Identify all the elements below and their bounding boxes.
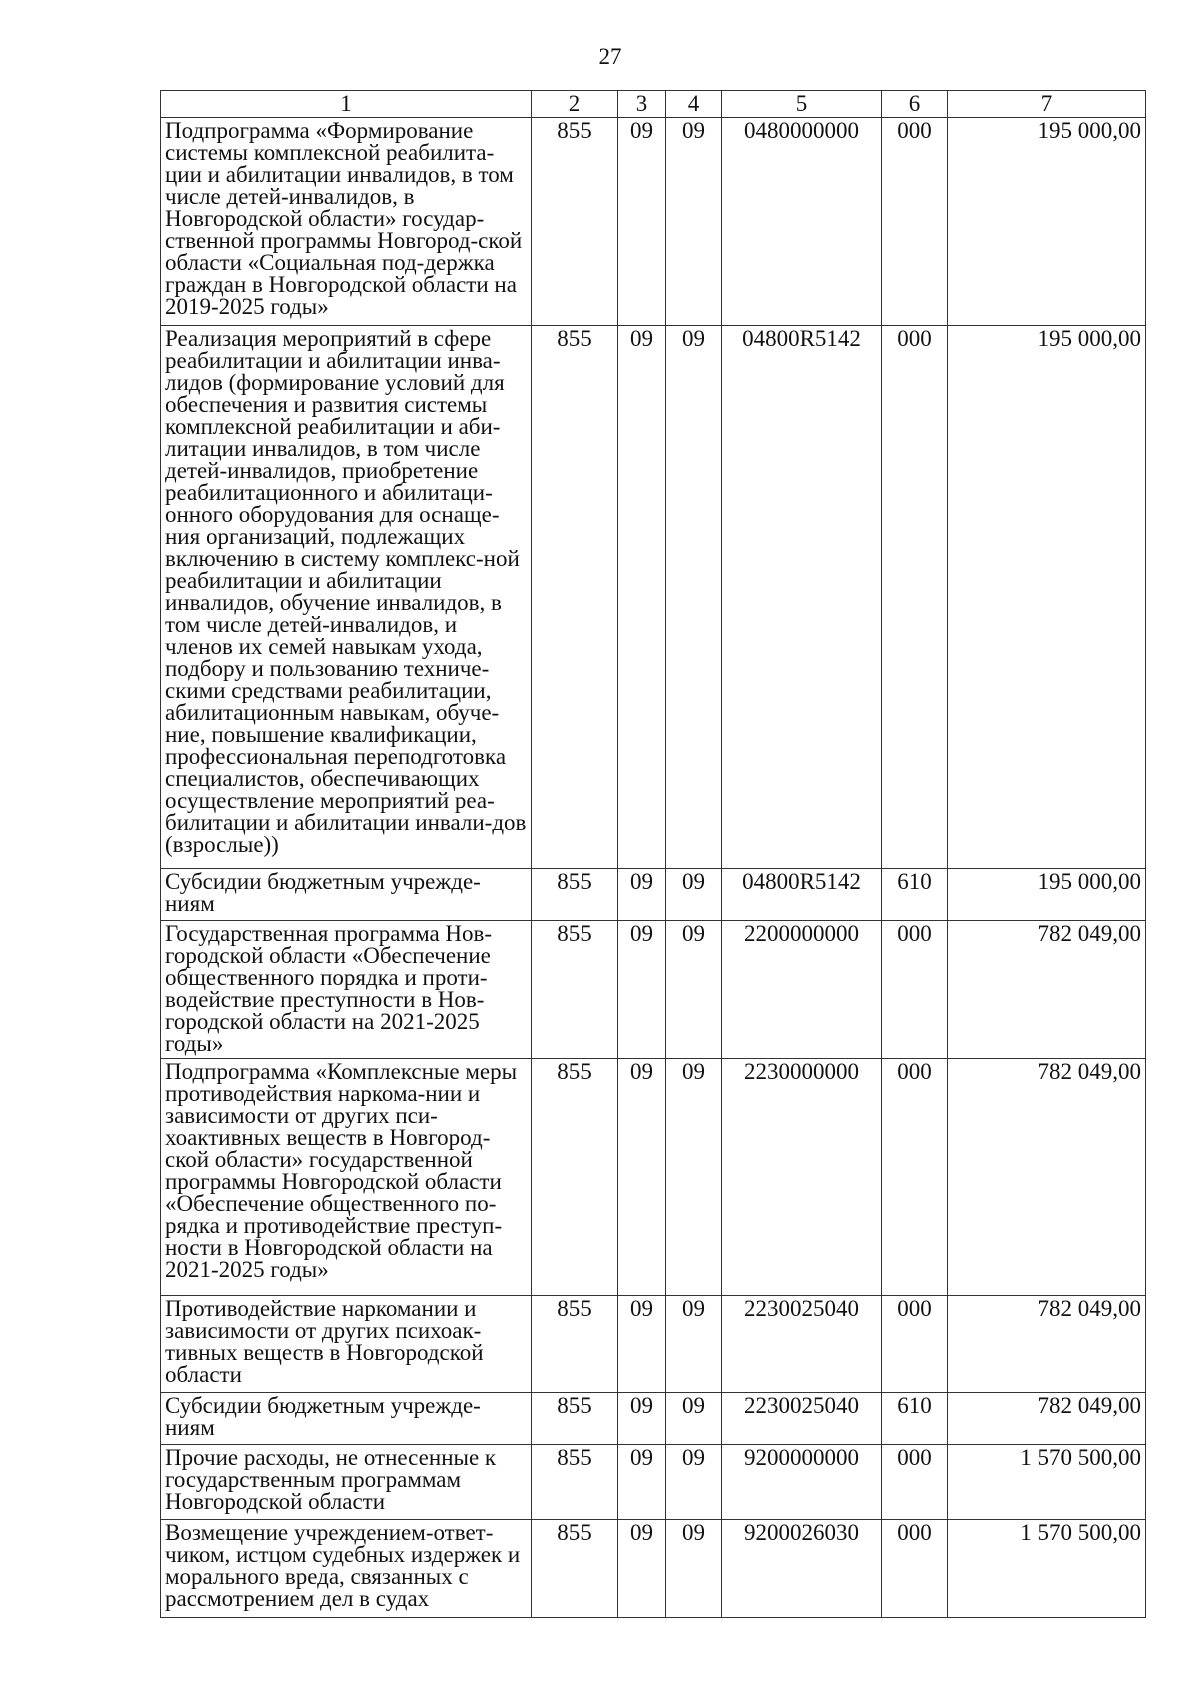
header-row xyxy=(161,91,1146,118)
cell-col6: 000 xyxy=(882,1059,948,1296)
row-name: Субсидии бюджетным учрежде-ниям xyxy=(161,869,532,921)
cell-col5: 9200000000 xyxy=(722,1445,882,1520)
cell-amount: 195 000,00 xyxy=(948,326,1146,869)
table-row xyxy=(161,1059,1146,1296)
cell-col4: 09 xyxy=(666,118,722,326)
cell-col2: 855 xyxy=(532,869,618,921)
table-row xyxy=(161,1520,1146,1618)
cell-col2: 855 xyxy=(532,1393,618,1445)
cell-amount: 782 049,00 xyxy=(948,1059,1146,1296)
column-header: 6 xyxy=(882,91,948,118)
row-name: Противодействие наркомании и зависимости от других психоак-тивных веществ в Новгородской области xyxy=(161,1296,532,1393)
cell-col5: 2230025040 xyxy=(722,1296,882,1393)
row-name: Реализация мероприятий в сфере реабилитации и абилитации инва-лидов (формирование условий для обеспечения и развития системы комплексной реабилитации и аби-литации инвалидов, в том числе детей-инвалидов, приобретение реабилитационного и абилитаци-онного оборудования для оснаще-ния организаций, подлежащих включению в систему комплекс-ной реабилитации и абилитации инвалидов, обучение инвалидов, в том числе детей-инвалидов, и членов их семей навыкам ухода, подбору и пользованию техниче-скими средствами реабилитации, абилитационным навыкам, обуче-ние, повышение квалификации, профессиональная переподготовка специалистов, обеспечивающих осуществление мероприятий реа-билитации и абилитации инвали-дов (взрослые)) xyxy=(161,326,532,869)
column-header: 1 xyxy=(161,91,532,118)
cell-col6: 000 xyxy=(882,1296,948,1393)
cell-col4: 09 xyxy=(666,326,722,869)
cell-col3: 09 xyxy=(618,1393,666,1445)
cell-col6: 000 xyxy=(882,326,948,869)
cell-amount: 1 570 500,00 xyxy=(948,1520,1146,1618)
cell-col6: 000 xyxy=(882,921,948,1059)
table-row xyxy=(161,326,1146,869)
cell-col4: 09 xyxy=(666,1059,722,1296)
table-row xyxy=(161,1445,1146,1520)
cell-amount: 782 049,00 xyxy=(948,1296,1146,1393)
cell-col5: 2200000000 xyxy=(722,921,882,1059)
row-name: Подпрограмма «Комплексные меры противодействия наркома-нии и зависимости от других пси-хоактивных веществ в Новгород-ской области» государственной программы Новгородской области «Обеспечение общественного по-рядка и противодействие преступ-ности в Новгородской области на 2021-2025 годы» xyxy=(161,1059,532,1296)
row-name: Государственная программа Нов-городской области «Обеспечение общественного порядка и проти-водействие преступности в Нов-городской области на 2021-2025 годы» xyxy=(161,921,532,1059)
cell-col6: 000 xyxy=(882,1520,948,1618)
cell-amount: 1 570 500,00 xyxy=(948,1445,1146,1520)
cell-col2: 855 xyxy=(532,118,618,326)
table-row xyxy=(161,869,1146,921)
row-name: Возмещение учреждением-ответ-чиком, истцом судебных издержек и морального вреда, связанных с рассмотрением дел в судах xyxy=(161,1520,532,1618)
cell-col6: 000 xyxy=(882,118,948,326)
cell-col3: 09 xyxy=(618,1296,666,1393)
cell-amount: 195 000,00 xyxy=(948,118,1146,326)
page-number: 27 xyxy=(598,44,622,69)
table-row xyxy=(161,118,1146,326)
cell-col2: 855 xyxy=(532,326,618,869)
cell-col4: 09 xyxy=(666,869,722,921)
cell-col4: 09 xyxy=(666,1445,722,1520)
cell-col5: 9200026030 xyxy=(722,1520,882,1618)
row-name: Подпрограмма «Формирование системы комплексной реабилита-ции и абилитации инвалидов, в том числе детей-инвалидов, в Новгородской области» государ-ственной программы Новгород-ской области «Социальная под-держка граждан в Новгородской области на 2019-2025 годы» xyxy=(161,118,532,326)
cell-col3: 09 xyxy=(618,118,666,326)
cell-col4: 09 xyxy=(666,921,722,1059)
column-header: 3 xyxy=(618,91,666,118)
table-row xyxy=(161,921,1146,1059)
cell-col2: 855 xyxy=(532,1296,618,1393)
cell-col4: 09 xyxy=(666,1520,722,1618)
cell-col3: 09 xyxy=(618,921,666,1059)
cell-col5: 04800R5142 xyxy=(722,869,882,921)
cell-col2: 855 xyxy=(532,921,618,1059)
table-row xyxy=(161,1296,1146,1393)
cell-col2: 855 xyxy=(532,1520,618,1618)
cell-col2: 855 xyxy=(532,1445,618,1520)
cell-col3: 09 xyxy=(618,869,666,921)
cell-col3: 09 xyxy=(618,1059,666,1296)
column-header: 2 xyxy=(532,91,618,118)
cell-col3: 09 xyxy=(618,1520,666,1618)
cell-col5: 0480000000 xyxy=(722,118,882,326)
cell-col5: 2230025040 xyxy=(722,1393,882,1445)
cell-col6: 000 xyxy=(882,1445,948,1520)
table-row xyxy=(161,1393,1146,1445)
cell-amount: 782 049,00 xyxy=(948,921,1146,1059)
column-header: 5 xyxy=(722,91,882,118)
cell-col5: 04800R5142 xyxy=(722,326,882,869)
column-header: 4 xyxy=(666,91,722,118)
row-name: Субсидии бюджетным учрежде-ниям xyxy=(161,1393,532,1445)
cell-col2: 855 xyxy=(532,1059,618,1296)
cell-amount: 195 000,00 xyxy=(948,869,1146,921)
cell-col4: 09 xyxy=(666,1296,722,1393)
cell-col5: 2230000000 xyxy=(722,1059,882,1296)
cell-amount: 782 049,00 xyxy=(948,1393,1146,1445)
cell-col3: 09 xyxy=(618,326,666,869)
column-header: 7 xyxy=(948,91,1146,118)
cell-col3: 09 xyxy=(618,1445,666,1520)
cell-col6: 610 xyxy=(882,1393,948,1445)
cell-col6: 610 xyxy=(882,869,948,921)
cell-col4: 09 xyxy=(666,1393,722,1445)
row-name: Прочие расходы, не отнесенные к государственным программам Новгородской области xyxy=(161,1445,532,1520)
budget-table xyxy=(160,90,1146,1618)
